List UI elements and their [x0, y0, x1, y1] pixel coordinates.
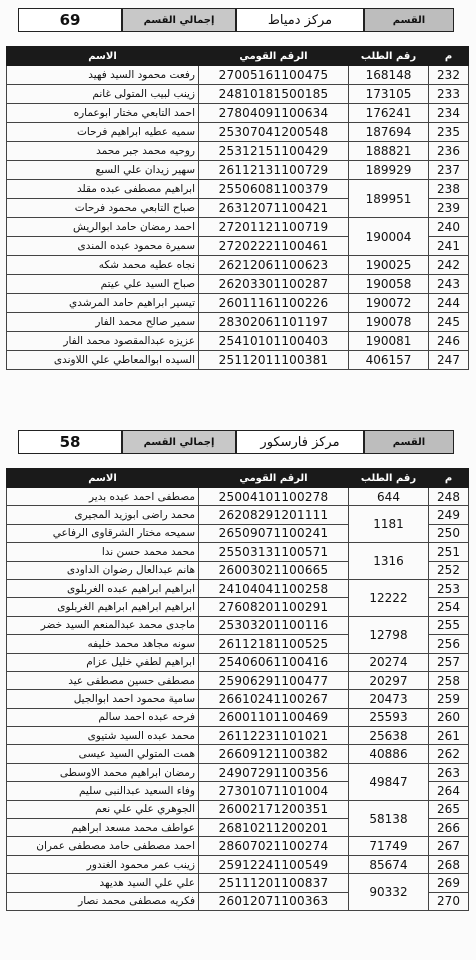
- cell-national-id: 27804091100634: [199, 104, 349, 123]
- cell-national-id: 25906291100477: [199, 671, 349, 689]
- cell-national-id: 25503131100571: [199, 543, 349, 561]
- cell-seq: 260: [429, 708, 469, 726]
- cell-national-id: 25112011100381: [199, 351, 349, 370]
- cell-name: سونه مجاهد محمد خليفه: [7, 635, 199, 653]
- cell-seq: 245: [429, 313, 469, 332]
- table-row: [7, 218, 469, 237]
- cell-name: علي علي السيد هديهد: [7, 874, 199, 892]
- table-row: [7, 313, 469, 332]
- table-row: [7, 506, 469, 524]
- table-row: [7, 161, 469, 180]
- cell-request-number: 190078: [349, 313, 429, 332]
- cell-national-id: 26003021100665: [199, 561, 349, 579]
- cell-national-id: 28302061101197: [199, 313, 349, 332]
- cell-name: زينب عمر محمود الغندور: [7, 855, 199, 873]
- table-row: [7, 123, 469, 142]
- cell-seq: 246: [429, 332, 469, 351]
- cell-national-id: 24907291100356: [199, 763, 349, 781]
- cell-seq: 269: [429, 874, 469, 892]
- cell-seq: 267: [429, 837, 469, 855]
- table-row: [7, 837, 469, 855]
- cell-request-number: 1316: [349, 543, 429, 580]
- cell-name: رمضان ابراهيم محمد الاوسطى: [7, 763, 199, 781]
- cell-name: سميحه مختار الشرقاوى الرفاعي: [7, 524, 199, 542]
- cell-national-id: 25111201100837: [199, 874, 349, 892]
- cell-name: سامية محمود احمد ابوالجيل: [7, 690, 199, 708]
- cell-national-id: 26112231101021: [199, 727, 349, 745]
- cell-national-id: 26212061100623: [199, 256, 349, 275]
- cell-request-number: 188821: [349, 142, 429, 161]
- cell-name: زينب لبيب المتولى غانم: [7, 85, 199, 104]
- cell-request-number: 58138: [349, 800, 429, 837]
- cell-request-number: 12798: [349, 616, 429, 653]
- section-label: القسم: [364, 8, 454, 32]
- col-name-header: الاسم: [7, 47, 199, 66]
- cell-national-id: 26012071100363: [199, 892, 349, 910]
- cell-name: رفعت محمود السيد فهيد: [7, 66, 199, 85]
- cell-national-id: 27608201100291: [199, 598, 349, 616]
- cell-request-number: 190072: [349, 294, 429, 313]
- cell-national-id: 24810181500185: [199, 85, 349, 104]
- cell-name: ابراهيم ابراهيم عبده الغربلوى: [7, 579, 199, 597]
- cell-national-id: 28607021100274: [199, 837, 349, 855]
- cell-national-id: 26002171200351: [199, 800, 349, 818]
- cell-seq: 239: [429, 199, 469, 218]
- cell-seq: 241: [429, 237, 469, 256]
- table-row: [7, 256, 469, 275]
- cell-seq: 242: [429, 256, 469, 275]
- cell-name: سميرة محمود عبده المندى: [7, 237, 199, 256]
- center-name: مركز فارسكور: [236, 430, 364, 454]
- cell-seq: 252: [429, 561, 469, 579]
- table-row: [7, 763, 469, 781]
- cell-request-number: 40886: [349, 745, 429, 763]
- cell-seq: 261: [429, 727, 469, 745]
- cell-national-id: 24104041100258: [199, 579, 349, 597]
- center-name: مركز دمياط: [236, 8, 364, 32]
- cell-seq: 235: [429, 123, 469, 142]
- section-header: [0, 8, 476, 42]
- cell-name: سمير صالح محمد الفار: [7, 313, 199, 332]
- cell-national-id: 25506081100379: [199, 180, 349, 199]
- table-row: [7, 85, 469, 104]
- cell-national-id: 27201121100719: [199, 218, 349, 237]
- cell-name: مصطفى احمد عبده بدير: [7, 488, 199, 506]
- section-total-label: إجمالي القسم: [122, 430, 236, 454]
- cell-request-number: 190004: [349, 218, 429, 256]
- cell-name: سهير زيدان علي السبع: [7, 161, 199, 180]
- cell-request-number: 189951: [349, 180, 429, 218]
- cell-national-id: 26610241100267: [199, 690, 349, 708]
- table-row: [7, 671, 469, 689]
- cell-name: احمد رمضان حامد ابوالريش: [7, 218, 199, 237]
- cell-seq: 266: [429, 819, 469, 837]
- col-request-header: رقم الطلب: [349, 469, 429, 488]
- cell-seq: 243: [429, 275, 469, 294]
- cell-request-number: 644: [349, 488, 429, 506]
- cell-name: مصطفى حسين مصطفى عيد: [7, 671, 199, 689]
- cell-name: السيده ابوالمعاطي علي اللاوندى: [7, 351, 199, 370]
- cell-request-number: 168148: [349, 66, 429, 85]
- col-seq-header: م: [429, 469, 469, 488]
- cell-seq: 238: [429, 180, 469, 199]
- cell-request-number: 71749: [349, 837, 429, 855]
- cell-seq: 237: [429, 161, 469, 180]
- cell-seq: 251: [429, 543, 469, 561]
- table-row: [7, 727, 469, 745]
- cell-national-id: 26112181100525: [199, 635, 349, 653]
- cell-national-id: 26810211200201: [199, 819, 349, 837]
- cell-name: هانم عبدالعال رضوان الداودى: [7, 561, 199, 579]
- cell-request-number: 189929: [349, 161, 429, 180]
- cell-name: وفاء السعيد عبدالنبى سليم: [7, 782, 199, 800]
- cell-request-number: 20297: [349, 671, 429, 689]
- section-total-value: 58: [18, 430, 122, 454]
- cell-seq: 255: [429, 616, 469, 634]
- col-seq-header: م: [429, 47, 469, 66]
- cell-national-id: 27202221100461: [199, 237, 349, 256]
- table-header-row: [7, 47, 469, 66]
- cell-seq: 249: [429, 506, 469, 524]
- cell-request-number: 20473: [349, 690, 429, 708]
- cell-seq: 270: [429, 892, 469, 910]
- cell-seq: 247: [429, 351, 469, 370]
- section-label: القسم: [364, 430, 454, 454]
- table-row: [7, 579, 469, 597]
- cell-name: محمد محمد حسن ندا: [7, 543, 199, 561]
- cell-national-id: 26112131100729: [199, 161, 349, 180]
- cell-request-number: 49847: [349, 763, 429, 800]
- table-row: [7, 745, 469, 763]
- cell-request-number: 1181: [349, 506, 429, 543]
- cell-name: محمد عبده السيد شتيوى: [7, 727, 199, 745]
- cell-seq: 254: [429, 598, 469, 616]
- cell-national-id: 26609121100382: [199, 745, 349, 763]
- cell-request-number: 85674: [349, 855, 429, 873]
- cell-seq: 233: [429, 85, 469, 104]
- table-row: [7, 855, 469, 873]
- section-faraskour: [0, 430, 476, 909]
- cell-request-number: 406157: [349, 351, 429, 370]
- cell-seq: 258: [429, 671, 469, 689]
- cell-national-id: 26203301100287: [199, 275, 349, 294]
- cell-request-number: 190025: [349, 256, 429, 275]
- cell-name: نجاه عطيه محمد شكه: [7, 256, 199, 275]
- cell-national-id: 25303201100116: [199, 616, 349, 634]
- cell-national-id: 25307041200548: [199, 123, 349, 142]
- table-row: [7, 351, 469, 370]
- cell-request-number: 190058: [349, 275, 429, 294]
- cell-name: همت المتولي السيد عيسى: [7, 745, 199, 763]
- cell-name: ابراهيم لطفي خليل عزام: [7, 653, 199, 671]
- cell-national-id: 25406061100416: [199, 653, 349, 671]
- cell-national-id: 25312151100429: [199, 142, 349, 161]
- cell-name: احمد التابعي مختار ابوعماره: [7, 104, 199, 123]
- cell-request-number: 173105: [349, 85, 429, 104]
- table-row: [7, 690, 469, 708]
- section-total-label: إجمالي القسم: [122, 8, 236, 32]
- cell-name: فرحه عبده احمد سالم: [7, 708, 199, 726]
- cell-name: عزيزه عبدالمقصود محمد الفار: [7, 332, 199, 351]
- cell-name: سميه عطيه ابراهيم فرحات: [7, 123, 199, 142]
- cell-name: فكريه مصطفى محمد نصار: [7, 892, 199, 910]
- section-damietta: [0, 8, 476, 367]
- cell-seq: 265: [429, 800, 469, 818]
- section-header: [0, 430, 476, 464]
- table-row: [7, 616, 469, 634]
- cell-seq: 257: [429, 653, 469, 671]
- cell-national-id: 25410101100403: [199, 332, 349, 351]
- table-row: [7, 294, 469, 313]
- cell-name: ابراهيم ابراهيم ابراهيم الغربلوى: [7, 598, 199, 616]
- cell-name: صباح التابعي محمود فرحات: [7, 199, 199, 218]
- cell-seq: 253: [429, 579, 469, 597]
- cell-seq: 268: [429, 855, 469, 873]
- table-row: [7, 180, 469, 199]
- cell-name: ماجدى محمد عبدالمنعم السيد خضر: [7, 616, 199, 634]
- cell-national-id: 27301071101004: [199, 782, 349, 800]
- cell-seq: 263: [429, 763, 469, 781]
- cell-seq: 250: [429, 524, 469, 542]
- table-row: [7, 332, 469, 351]
- table-row: [7, 104, 469, 123]
- cell-seq: 240: [429, 218, 469, 237]
- col-name-header: الاسم: [7, 469, 199, 488]
- cell-request-number: 25638: [349, 727, 429, 745]
- table-row: [7, 874, 469, 892]
- cell-seq: 256: [429, 635, 469, 653]
- cell-national-id: 26312071100421: [199, 199, 349, 218]
- cell-name: صباح السيد علي عيتم: [7, 275, 199, 294]
- cell-name: الجوهري علي علي نعم: [7, 800, 199, 818]
- cell-seq: 232: [429, 66, 469, 85]
- table-row: [7, 275, 469, 294]
- cell-seq: 244: [429, 294, 469, 313]
- cell-name: تيسير ابراهيم حامد المرشدي: [7, 294, 199, 313]
- cell-request-number: 190081: [349, 332, 429, 351]
- table-row: [7, 142, 469, 161]
- cell-national-id: 26001101100469: [199, 708, 349, 726]
- section-total-value: 69: [18, 8, 122, 32]
- cell-request-number: 176241: [349, 104, 429, 123]
- table-row: [7, 543, 469, 561]
- cell-seq: 259: [429, 690, 469, 708]
- cell-request-number: 20274: [349, 653, 429, 671]
- cell-name: روحيه محمد جبر محمد: [7, 142, 199, 161]
- cell-seq: 234: [429, 104, 469, 123]
- cell-request-number: 187694: [349, 123, 429, 142]
- table-row: [7, 653, 469, 671]
- cell-national-id: 25004101100278: [199, 488, 349, 506]
- cell-name: محمد راضى ابوزيد المجيرى: [7, 506, 199, 524]
- table-row: [7, 708, 469, 726]
- cell-national-id: 26011161100226: [199, 294, 349, 313]
- cell-request-number: 12222: [349, 579, 429, 616]
- beneficiaries-table: [6, 46, 469, 370]
- cell-seq: 262: [429, 745, 469, 763]
- cell-request-number: 25593: [349, 708, 429, 726]
- cell-seq: 236: [429, 142, 469, 161]
- beneficiaries-table: [6, 468, 469, 911]
- table-row: [7, 800, 469, 818]
- col-national-id-header: الرقم القومي: [199, 47, 349, 66]
- cell-seq: 264: [429, 782, 469, 800]
- cell-national-id: 26509071100241: [199, 524, 349, 542]
- cell-seq: 248: [429, 488, 469, 506]
- cell-national-id: 25912241100549: [199, 855, 349, 873]
- col-national-id-header: الرقم القومي: [199, 469, 349, 488]
- cell-name: احمد مصطفى حامد مصطفى عمران: [7, 837, 199, 855]
- table-row: [7, 66, 469, 85]
- cell-national-id: 26208291201111: [199, 506, 349, 524]
- cell-national-id: 27005161100475: [199, 66, 349, 85]
- cell-request-number: 90332: [349, 874, 429, 911]
- cell-name: ابراهيم مصطفى عبده مقلد: [7, 180, 199, 199]
- table-header-row: [7, 469, 469, 488]
- table-row: [7, 488, 469, 506]
- cell-name: عواطف محمد مسعد ابراهيم: [7, 819, 199, 837]
- col-request-header: رقم الطلب: [349, 47, 429, 66]
